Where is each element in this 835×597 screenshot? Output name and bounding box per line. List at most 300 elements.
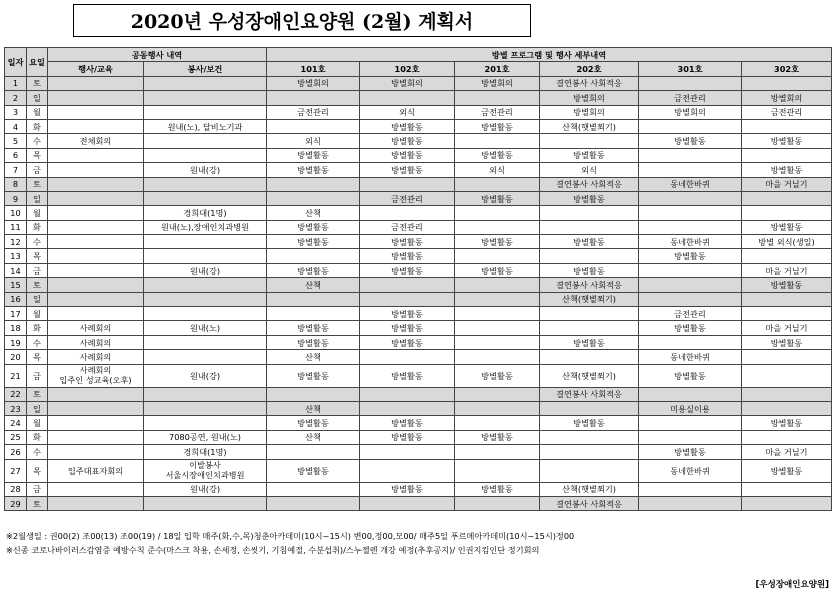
dow-cell: 토 — [27, 177, 48, 191]
table-row — [5, 220, 832, 234]
table-row — [5, 119, 832, 133]
day-cell: 9 — [5, 191, 27, 205]
room-cell — [455, 91, 540, 105]
dow-cell: 수 — [27, 445, 48, 459]
room-cell: 방별활동 — [360, 249, 455, 263]
room-cell — [742, 119, 832, 133]
dow-cell: 월 — [27, 105, 48, 119]
day-cell: 2 — [5, 91, 27, 105]
health-cell: 원내(강) — [144, 163, 267, 177]
event-cell — [48, 445, 144, 459]
room-cell — [455, 292, 540, 306]
day-cell: 6 — [5, 148, 27, 162]
room-cell — [540, 321, 639, 335]
dow-cell: 목 — [27, 148, 48, 162]
room-cell — [360, 91, 455, 105]
room-cell — [455, 206, 540, 220]
table-row — [5, 350, 832, 364]
room-cell: 금전관리 — [639, 307, 742, 321]
header-room: 302호 — [742, 62, 832, 76]
health-cell — [144, 177, 267, 191]
dow-cell: 화 — [27, 119, 48, 133]
room-cell: 방별활동 — [267, 235, 360, 249]
room-cell: 방별활동 — [540, 335, 639, 349]
room-cell — [639, 119, 742, 133]
day-cell: 27 — [5, 459, 27, 482]
room-cell: 방별활동 — [540, 416, 639, 430]
room-cell — [639, 263, 742, 277]
room-cell — [360, 177, 455, 191]
room-cell: 방별활동 — [455, 263, 540, 277]
page-title: 2020년 우성장애인요양원 (2월) 계획서 — [73, 4, 531, 37]
room-cell: 금전관리 — [267, 105, 360, 119]
dow-cell: 토 — [27, 387, 48, 401]
event-cell — [48, 249, 144, 263]
event-cell — [48, 191, 144, 205]
room-cell: 방별활동 — [455, 119, 540, 133]
room-cell: 외식 — [267, 134, 360, 148]
health-cell — [144, 335, 267, 349]
table-row — [5, 445, 832, 459]
health-cell: 원내(노) — [144, 321, 267, 335]
day-cell: 24 — [5, 416, 27, 430]
table-row — [5, 206, 832, 220]
room-cell — [639, 76, 742, 90]
event-cell — [48, 235, 144, 249]
day-cell: 4 — [5, 119, 27, 133]
table-row — [5, 148, 832, 162]
event-cell: 사례회의 — [48, 350, 144, 364]
header-common-group: 공동행사 내역 — [48, 48, 267, 62]
room-cell: 결연봉사 사회적응 — [540, 387, 639, 401]
room-cell: 마을 거닐기 — [742, 445, 832, 459]
room-cell — [360, 387, 455, 401]
room-cell — [455, 416, 540, 430]
room-cell: 산책 — [267, 350, 360, 364]
room-cell: 산책 — [267, 206, 360, 220]
room-cell: 외식 — [540, 163, 639, 177]
event-cell — [48, 263, 144, 277]
health-cell: 원내(노),장애인치과병원 — [144, 220, 267, 234]
table-row — [5, 191, 832, 205]
health-cell — [144, 292, 267, 306]
room-cell — [540, 430, 639, 444]
day-cell: 22 — [5, 387, 27, 401]
dow-cell: 수 — [27, 134, 48, 148]
room-cell: 방별활동 — [267, 416, 360, 430]
event-cell — [48, 278, 144, 292]
room-cell: 방별 외식(생일) — [742, 235, 832, 249]
table-row — [5, 307, 832, 321]
room-cell: 방별활동 — [360, 321, 455, 335]
room-cell — [540, 459, 639, 482]
room-cell — [267, 445, 360, 459]
room-cell: 방별활동 — [540, 148, 639, 162]
health-cell — [144, 416, 267, 430]
room-cell: 방별활동 — [267, 364, 360, 387]
room-cell — [455, 350, 540, 364]
table-row — [5, 387, 832, 401]
dow-cell: 금 — [27, 263, 48, 277]
health-cell: 경희대(1명) — [144, 206, 267, 220]
health-cell: 경희대(1명) — [144, 445, 267, 459]
day-cell: 29 — [5, 496, 27, 510]
room-cell — [455, 321, 540, 335]
note-line: ※신종 코로나바이러스감염증 예방수칙 준수(마스크 착용, 손세정, 손씻기, 기침예절, 수분섭취)/스누젤렌 개강 예정(추후공지)/ 인권지킴인단 정기회의 — [6, 545, 540, 555]
room-cell — [267, 496, 360, 510]
event-cell — [48, 401, 144, 415]
room-cell — [742, 350, 832, 364]
room-cell: 방별활동 — [360, 263, 455, 277]
room-cell — [455, 278, 540, 292]
room-cell: 산책 — [267, 278, 360, 292]
room-cell: 방별활동 — [360, 416, 455, 430]
table-row — [5, 335, 832, 349]
table-row — [5, 430, 832, 444]
dow-cell: 월 — [27, 206, 48, 220]
day-cell: 7 — [5, 163, 27, 177]
room-cell — [742, 76, 832, 90]
header-event: 행사/교육 — [48, 62, 144, 76]
room-cell — [360, 278, 455, 292]
room-cell — [360, 206, 455, 220]
room-cell: 방별활동 — [360, 163, 455, 177]
event-cell — [48, 387, 144, 401]
room-cell — [742, 482, 832, 496]
room-cell — [742, 191, 832, 205]
event-cell — [48, 220, 144, 234]
plan-table — [4, 47, 832, 511]
room-cell: 방별활동 — [742, 278, 832, 292]
room-cell: 방별활동 — [455, 235, 540, 249]
table-row — [5, 292, 832, 306]
room-cell: 산책 — [267, 430, 360, 444]
health-cell: 원내(강) — [144, 364, 267, 387]
table-row — [5, 105, 832, 119]
room-cell — [742, 292, 832, 306]
room-cell: 동네한바퀴 — [639, 177, 742, 191]
dow-cell: 화 — [27, 430, 48, 444]
room-cell — [360, 401, 455, 415]
room-cell: 방별활동 — [742, 134, 832, 148]
table-row — [5, 134, 832, 148]
table-row — [5, 496, 832, 510]
header-dow: 요일 — [27, 48, 48, 77]
room-cell: 방별회의 — [360, 76, 455, 90]
room-cell: 산책(햇볕쬐기) — [540, 482, 639, 496]
room-cell: 방별활동 — [742, 335, 832, 349]
health-cell — [144, 387, 267, 401]
room-cell: 방별활동 — [540, 235, 639, 249]
day-cell: 1 — [5, 76, 27, 90]
plan-body — [5, 76, 832, 511]
room-cell: 방별활동 — [360, 119, 455, 133]
event-cell — [48, 105, 144, 119]
table-row — [5, 249, 832, 263]
room-cell — [360, 350, 455, 364]
note-line: ※2월생일 : 권00(2) 조00(13) 조00(19) / 18일 입학 매주(화,수,목)청춘아카데미(10시~15시) 변00,정00,모00/ 매주5일 푸르메아카데미(10시~15시)정00 — [6, 531, 575, 541]
room-cell: 산책(햇볕쬐기) — [540, 364, 639, 387]
health-cell — [144, 278, 267, 292]
dow-cell: 일 — [27, 401, 48, 415]
room-cell: 금전관리 — [455, 105, 540, 119]
room-cell: 금전관리 — [639, 91, 742, 105]
room-cell — [455, 445, 540, 459]
event-cell — [48, 430, 144, 444]
header-day: 일자 — [5, 48, 27, 77]
day-cell: 10 — [5, 206, 27, 220]
room-cell — [742, 249, 832, 263]
dow-cell: 토 — [27, 76, 48, 90]
event-cell — [48, 416, 144, 430]
room-cell: 방별활동 — [360, 307, 455, 321]
room-cell — [540, 206, 639, 220]
room-cell: 방별활동 — [639, 134, 742, 148]
dow-cell: 토 — [27, 496, 48, 510]
room-cell — [455, 459, 540, 482]
table-row — [5, 263, 832, 277]
room-cell — [455, 134, 540, 148]
health-cell — [144, 134, 267, 148]
header-health: 봉사/보건 — [144, 62, 267, 76]
room-cell: 방별활동 — [639, 249, 742, 263]
day-cell: 25 — [5, 430, 27, 444]
health-cell: 원내(노), 달비노기과 — [144, 119, 267, 133]
event-cell — [48, 206, 144, 220]
room-cell: 방별활동 — [455, 148, 540, 162]
day-cell: 20 — [5, 350, 27, 364]
event-cell: 사례회의 입주인 성교육(오후) — [48, 364, 144, 387]
room-cell — [267, 387, 360, 401]
day-cell: 16 — [5, 292, 27, 306]
health-cell — [144, 191, 267, 205]
dow-cell: 일 — [27, 91, 48, 105]
event-cell — [48, 76, 144, 90]
dow-cell: 목 — [27, 350, 48, 364]
event-cell — [48, 482, 144, 496]
table-row — [5, 482, 832, 496]
health-cell — [144, 496, 267, 510]
dow-cell: 화 — [27, 220, 48, 234]
room-cell: 마을 거닐기 — [742, 321, 832, 335]
dow-cell: 월 — [27, 307, 48, 321]
table-row — [5, 163, 832, 177]
room-cell: 방별활동 — [455, 482, 540, 496]
room-cell: 방별회의 — [267, 76, 360, 90]
room-cell: 마을 거닐기 — [742, 177, 832, 191]
dow-cell: 일 — [27, 292, 48, 306]
room-cell — [455, 220, 540, 234]
table-row — [5, 91, 832, 105]
header-room: 301호 — [639, 62, 742, 76]
room-cell: 방별활동 — [360, 430, 455, 444]
event-cell — [48, 307, 144, 321]
room-cell — [639, 416, 742, 430]
header-room: 201호 — [455, 62, 540, 76]
dow-cell: 월 — [27, 416, 48, 430]
table-row — [5, 401, 832, 415]
room-cell: 방별활동 — [455, 191, 540, 205]
room-cell — [267, 307, 360, 321]
room-cell: 금전관리 — [360, 220, 455, 234]
room-cell — [540, 134, 639, 148]
room-cell — [540, 401, 639, 415]
event-cell: 사례회의 — [48, 321, 144, 335]
room-cell — [267, 482, 360, 496]
room-cell: 외식 — [455, 163, 540, 177]
room-cell: 방별활동 — [360, 235, 455, 249]
room-cell — [639, 148, 742, 162]
dow-cell: 토 — [27, 278, 48, 292]
room-cell: 방별활동 — [639, 364, 742, 387]
health-cell — [144, 76, 267, 90]
room-cell: 결연봉사 사회적응 — [540, 496, 639, 510]
room-cell — [540, 307, 639, 321]
day-cell: 17 — [5, 307, 27, 321]
room-cell: 방별활동 — [639, 321, 742, 335]
event-cell — [48, 119, 144, 133]
event-cell — [48, 148, 144, 162]
room-cell — [455, 335, 540, 349]
health-cell — [144, 350, 267, 364]
room-cell: 방별활동 — [360, 148, 455, 162]
day-cell: 12 — [5, 235, 27, 249]
dow-cell: 금 — [27, 163, 48, 177]
day-cell: 5 — [5, 134, 27, 148]
day-cell: 14 — [5, 263, 27, 277]
room-cell — [639, 496, 742, 510]
header-room: 102호 — [360, 62, 455, 76]
event-cell: 전체회의 — [48, 134, 144, 148]
health-cell — [144, 148, 267, 162]
room-cell — [455, 249, 540, 263]
table-row — [5, 321, 832, 335]
room-cell — [742, 206, 832, 220]
room-cell: 동네한바퀴 — [639, 235, 742, 249]
room-cell: 산책(햇볕쬐기) — [540, 119, 639, 133]
health-cell: 원내(강) — [144, 263, 267, 277]
table-row — [5, 416, 832, 430]
dow-cell: 목 — [27, 459, 48, 482]
event-cell — [48, 292, 144, 306]
room-cell — [639, 387, 742, 401]
room-cell — [540, 445, 639, 459]
health-cell: 이발봉사 서울시장애인치과병원 — [144, 459, 267, 482]
room-cell — [360, 459, 455, 482]
room-cell — [639, 482, 742, 496]
room-cell — [267, 292, 360, 306]
table-row — [5, 459, 832, 482]
footer-org: [우성장애인요양원] — [755, 580, 829, 590]
room-cell: 결연봉사 사회적응 — [540, 278, 639, 292]
event-cell — [48, 163, 144, 177]
dow-cell: 수 — [27, 235, 48, 249]
room-cell: 결연봉사 사회적응 — [540, 177, 639, 191]
room-cell: 방별활동 — [742, 459, 832, 482]
room-cell — [639, 163, 742, 177]
dow-cell: 화 — [27, 321, 48, 335]
room-cell: 방별회의 — [540, 105, 639, 119]
room-cell — [639, 430, 742, 444]
room-cell: 방별활동 — [455, 364, 540, 387]
health-cell — [144, 249, 267, 263]
room-cell: 방별활동 — [360, 364, 455, 387]
room-cell: 산책 — [267, 401, 360, 415]
day-cell: 21 — [5, 364, 27, 387]
health-cell: 원내(강) — [144, 482, 267, 496]
room-cell — [742, 387, 832, 401]
room-cell — [455, 177, 540, 191]
room-cell: 방별활동 — [267, 335, 360, 349]
room-cell — [742, 496, 832, 510]
room-cell — [742, 307, 832, 321]
day-cell: 3 — [5, 105, 27, 119]
room-cell: 동네한바퀴 — [639, 459, 742, 482]
day-cell: 26 — [5, 445, 27, 459]
event-cell: 입주대표자회의 — [48, 459, 144, 482]
day-cell: 19 — [5, 335, 27, 349]
dow-cell: 목 — [27, 249, 48, 263]
room-cell: 방별활동 — [540, 263, 639, 277]
room-cell: 방별활동 — [360, 482, 455, 496]
dow-cell: 금 — [27, 364, 48, 387]
day-cell: 23 — [5, 401, 27, 415]
room-cell — [360, 445, 455, 459]
room-cell: 방별활동 — [540, 191, 639, 205]
room-cell: 방별회의 — [455, 76, 540, 90]
room-cell — [267, 119, 360, 133]
room-cell — [639, 191, 742, 205]
day-cell: 13 — [5, 249, 27, 263]
room-cell — [455, 496, 540, 510]
health-cell — [144, 91, 267, 105]
health-cell — [144, 105, 267, 119]
room-cell: 산책(햇볕쬐기) — [540, 292, 639, 306]
dow-cell: 일 — [27, 191, 48, 205]
header-room: 202호 — [540, 62, 639, 76]
room-cell — [455, 307, 540, 321]
room-cell: 방별활동 — [360, 134, 455, 148]
room-cell — [360, 496, 455, 510]
room-cell — [360, 292, 455, 306]
room-cell: 방별회의 — [639, 105, 742, 119]
room-cell: 방별활동 — [455, 430, 540, 444]
room-cell: 방별활동 — [267, 321, 360, 335]
table-row — [5, 76, 832, 90]
room-cell — [639, 206, 742, 220]
room-cell: 동네한바퀴 — [639, 350, 742, 364]
room-cell — [639, 335, 742, 349]
event-cell: 사례회의 — [48, 335, 144, 349]
dow-cell: 수 — [27, 335, 48, 349]
room-cell — [267, 91, 360, 105]
room-cell — [742, 364, 832, 387]
health-cell — [144, 401, 267, 415]
dow-cell: 금 — [27, 482, 48, 496]
health-cell — [144, 235, 267, 249]
event-cell — [48, 91, 144, 105]
day-cell: 28 — [5, 482, 27, 496]
room-cell — [540, 220, 639, 234]
room-cell: 방별활동 — [267, 220, 360, 234]
room-cell: 외식 — [360, 105, 455, 119]
room-cell: 금전관리 — [360, 191, 455, 205]
room-cell — [267, 191, 360, 205]
health-cell: 7080공연, 원내(노) — [144, 430, 267, 444]
room-cell — [639, 292, 742, 306]
day-cell: 18 — [5, 321, 27, 335]
header-room: 101호 — [267, 62, 360, 76]
